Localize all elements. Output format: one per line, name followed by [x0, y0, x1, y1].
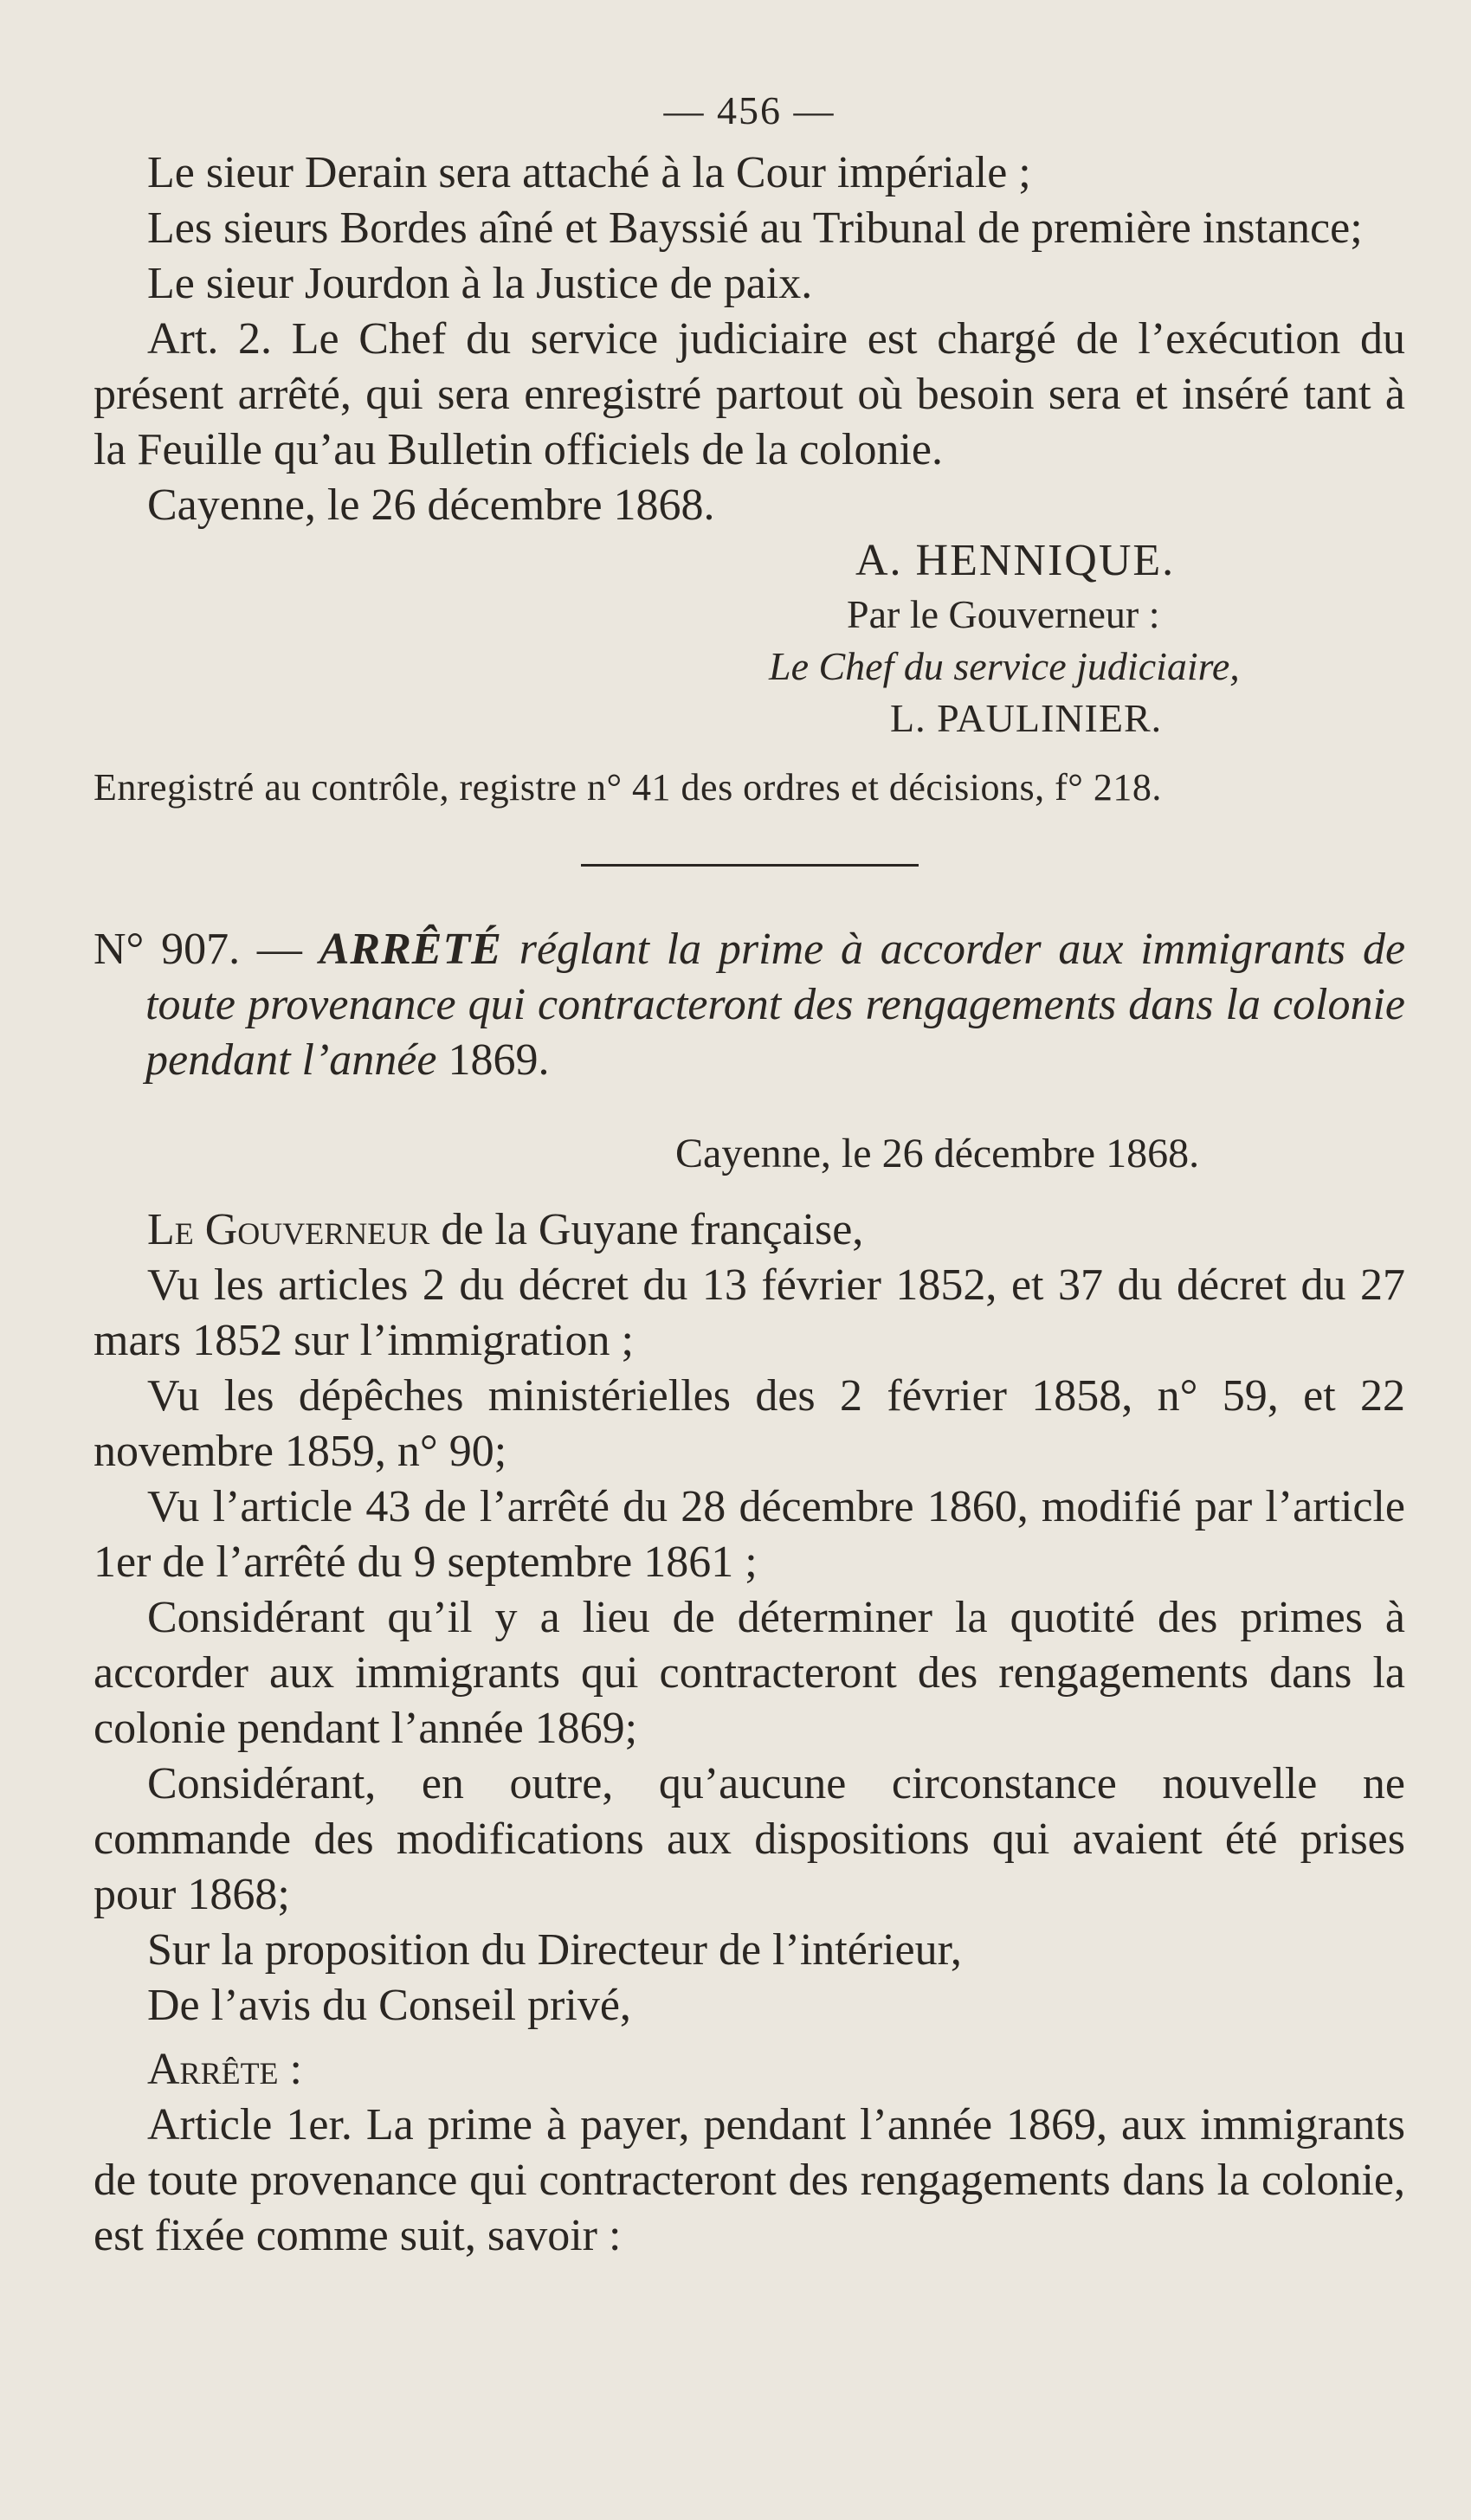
signature-title: Le Chef du service judiciaire,	[769, 644, 1240, 688]
article-description: réglant la prime à accorder aux immigrants de toute provenance qui contracteront des rengagements dans la colonie pendant l’année	[145, 925, 1406, 1085]
consideration-proposal: Sur la proposition du Directeur de l’intérieur,	[147, 1925, 962, 1975]
consideration-dispatches: Vu les dépêches ministérielles des 2 février 1858, n° 59, et 22 novembre 1859, n° 90;	[94, 1371, 1405, 1476]
page-number: — 456 —	[663, 88, 836, 132]
article-one: Article 1er. La prime à payer, pendant l’année 1869, aux immigrants de toute provenance qui contracteront des rengagements dans la colonie, est fixée comme suit, savoir :	[94, 2100, 1405, 2260]
consideration-decree: Vu les articles 2 du décret du 13 février 1852, et 37 du décret du 27 mars 1852 sur l’immigration ;	[94, 1260, 1405, 1365]
signature-block	[94, 533, 1405, 744]
governor-rest: de la Guyane française,	[441, 1205, 864, 1254]
paragraph-derain: Le sieur Derain sera attaché à la Cour impériale ;	[147, 148, 1031, 197]
dateline: Cayenne, le 26 décembre 1868.	[675, 1131, 1200, 1176]
signature-by: Par le Gouverneur :	[847, 592, 1160, 636]
paragraph-date-signed: Cayenne, le 26 décembre 1868.	[147, 480, 715, 530]
paragraph-article-2: Art. 2. Le Chef du service judiciaire est chargé de l’exécution du présent arrêté, qui sera enregistré partout où besoin sera et inséré tant à la Feuille qu’au Bulletin officiels de la colonie.	[94, 314, 1405, 474]
consideration-council: De l’avis du Conseil privé,	[147, 1981, 631, 2030]
governor-label: Le Gouverneur	[147, 1205, 430, 1254]
consideration-primes: Considérant qu’il y a lieu de déterminer la quotité des primes à accorder aux immigrants qui contracteront des rengagements dans la colonie pendant l’année 1869;	[94, 1593, 1405, 1753]
paragraph-jourdon: Le sieur Jourdon à la Justice de paix.	[147, 259, 813, 308]
governor-line	[94, 1202, 1405, 1258]
paragraph-bordes: Les sieurs Bordes aîné et Bayssié au Tribunal de première instance;	[147, 203, 1363, 253]
consideration-article-43: Vu l’article 43 de l’arrêté du 28 décembre 1860, modifié par l’article 1er de l’arrêté du 9 septembre 1861 ;	[94, 1482, 1405, 1587]
section-divider	[581, 864, 919, 867]
signature-name: A. HENNIQUE.	[855, 536, 1176, 585]
consideration-no-changes: Considérant, en outre, qu’aucune circonstance nouvelle ne commande des modifications aux dispositions qui avaient été prises pour 1868;	[94, 1759, 1405, 1919]
arrete-label: Arrête :	[147, 2045, 302, 2094]
registry-note: Enregistré au contrôle, registre n° 41 des ordres et décisions, f° 218.	[94, 766, 1162, 809]
signature-official: L. PAULINIER.	[890, 696, 1163, 740]
article-number: N° 907. —	[94, 925, 302, 974]
article-year: 1869.	[448, 1035, 550, 1085]
article-heading	[94, 922, 1405, 1088]
article-title: ARRÊTÉ	[319, 925, 502, 974]
